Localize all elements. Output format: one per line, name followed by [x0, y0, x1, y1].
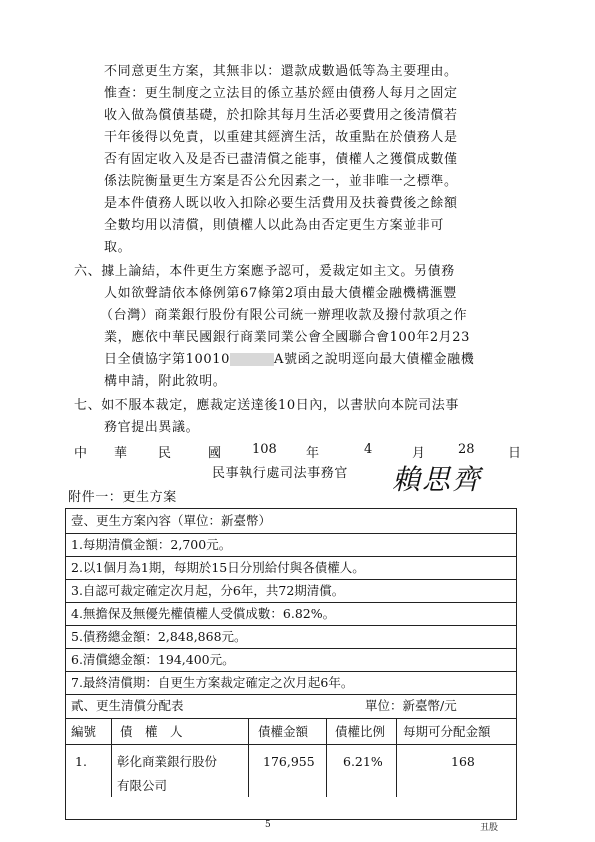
date-char: 民 [158, 446, 172, 461]
footer-mark: 丑股 [480, 823, 499, 833]
row-amount: 176,955 [263, 754, 315, 769]
body-line-4: 干年後得以免責，以重建其經濟生活，故重點在於債務人是 [104, 130, 458, 145]
table-header [65, 719, 517, 745]
section2-title: 貳、更生清償分配表 [71, 698, 184, 713]
para7-line-1: 七、如不服本裁定，應裁定送達後10日內，以書狀向本院司法事 [74, 398, 459, 413]
para7-line-2: 務官提出異議。 [104, 420, 200, 435]
row-no: 1. [75, 754, 87, 769]
para6-line-4: 業，應依中華民國銀行商業同業公會全國聯合會100年2月23 [104, 330, 471, 345]
body-line-2: 惟查：更生制度之立法目的係立基於經由債務人每月之固定 [104, 86, 458, 101]
attachment-title: 附件一：更生方案 [68, 490, 177, 505]
para6-line-5-prefix: 日全債協字第10010 [104, 352, 230, 367]
plan-item-3: 3.自認可裁定確定次月起，分6年，共72期清償。 [65, 580, 517, 603]
handwritten-signature: 賴思齊 [392, 463, 483, 496]
date-month: 4 [364, 442, 373, 457]
header-creditor: 債 權 人 [120, 724, 183, 739]
date-char: 中 [74, 446, 88, 461]
para6-line-2: 人如欲聲請依本條例第67條第2項由最大債權金融機構滙豐 [104, 286, 458, 301]
body-line-7: 是本件債務人既以收入扣除必要生活費用及扶養費後之餘額 [104, 196, 458, 211]
date-char: 國 [208, 446, 222, 461]
para6-line-6: 構申請，附此敘明。 [104, 374, 227, 389]
date-char: 年 [306, 446, 320, 461]
header-amount: 債權金額 [258, 724, 309, 739]
body-line-3: 收入做為償債基礎，於扣除其每月生活必要費用之後清償若 [104, 108, 458, 123]
header-per-period: 每期可分配金額 [403, 724, 491, 739]
row-creditor-line2: 有限公司 [117, 778, 168, 793]
signer-office: 民事執行處司法事務官 [212, 466, 349, 481]
body-line-5: 否有固定收入及是否已盡清償之能事，債權人之獲償成數僅 [104, 152, 458, 167]
col-divider [111, 719, 112, 797]
section2-unit: 單位：新臺幣/元 [365, 698, 457, 713]
col-divider [396, 719, 397, 797]
para6-line-1: 六、據上論結，本件更生方案應予認可，爰裁定如主文。另債務 [74, 264, 455, 279]
col-divider [248, 719, 249, 797]
body-line-9: 取。 [104, 240, 132, 255]
para6-line-5 [104, 352, 474, 368]
body-line-8: 全數均用以清償，則債權人以此為由否定更生方案並非可 [104, 218, 445, 233]
section2-title-row [65, 695, 517, 719]
plan-item-2: 2.以1個月為1期，每期於15日分別給付與各債權人。 [65, 557, 517, 580]
plan-item-4: 4.無擔保及無優先權債權人受償成數：6.82%。 [65, 603, 517, 626]
date-year: 108 [252, 442, 277, 457]
date-char: 月 [412, 446, 426, 461]
header-ratio: 債權比例 [335, 724, 386, 739]
para6-line-3: （台灣）商業銀行股份有限公司統一辦理收款及撥付款項之作 [100, 308, 468, 323]
body-line-1: 不同意更生方案，其無非以：還款成數過低等為主要理由。 [104, 64, 458, 79]
plan-item-7: 7.最終清償期：自更生方案裁定確定之次月起6年。 [65, 672, 517, 695]
row-per-period: 168 [451, 754, 475, 769]
header-no: 編號 [71, 724, 97, 739]
plan-item-5: 5.債務總金額：2,848,868元。 [65, 626, 517, 649]
date-day: 28 [458, 442, 475, 457]
row-creditor-line1: 彰化商業銀行股份 [117, 754, 218, 769]
date-char: 日 [508, 446, 522, 461]
plan-item-6: 6.清償總金額：194,400元。 [65, 649, 517, 672]
date-char: 華 [114, 446, 128, 461]
redaction-block [230, 353, 274, 366]
body-line-6: 係法院衡量更生方案是否公允因素之一，並非唯一之標準。 [104, 174, 458, 189]
section1-title: 壹、更生方案內容（單位：新臺幣） [65, 508, 517, 534]
table-row [65, 745, 517, 797]
plan-item-1: 1.每期清償金額：2,700元。 [65, 534, 517, 557]
page-number: 5 [265, 820, 271, 830]
para6-line-5-suffix: A號函之說明逕向最大債權金融機 [273, 352, 475, 367]
row-ratio: 6.21% [343, 754, 383, 769]
col-divider [326, 719, 327, 797]
